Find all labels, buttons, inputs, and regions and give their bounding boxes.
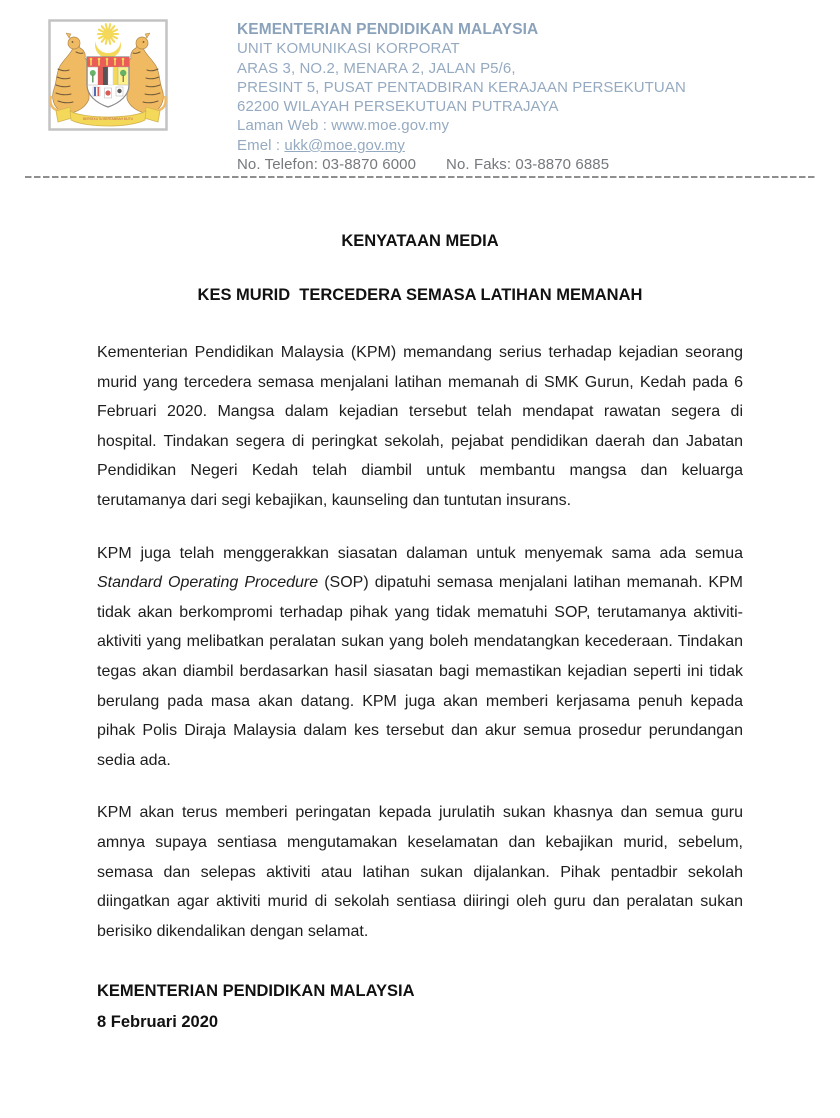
signoff-block: [97, 976, 743, 1038]
paragraph-2-text-a: KPM juga telah menggerakkan siasatan dalaman untuk menyemak sama ada semua: [97, 544, 743, 562]
document-body: [97, 229, 743, 1038]
paragraph-2: [97, 539, 743, 776]
document-subtitle: KES MURID TERCEDERA SEMASA LATIHAN MEMANAH: [197, 286, 643, 304]
email-link[interactable]: ukk@moe.gov.my: [284, 136, 405, 154]
email-line: [237, 136, 686, 155]
ministry-name: KEMENTERIAN PENDIDIKAN MALAYSIA: [237, 21, 539, 38]
document-title: KENYATAAN MEDIA: [341, 232, 499, 250]
phone-fax-line: [237, 155, 686, 174]
paragraph-1: [97, 338, 743, 516]
website-line: Laman Web : www.moe.gov.my: [237, 117, 450, 135]
paragraph-1-text: Kementerian Pendidikan Malaysia (KPM) memandang serius terhadap kejadian seorang murid yang tercedera semasa menjalani latihan memanah di SMK Gurun, Kedah pada 6 Februari 2020. Mangsa dalam kejadian tersebut telah mendapat rawatan segera di hospital. Tindakan segera di peringkat sekolah, pejabat pendidikan daerah dan Jabatan Pendidikan Negeri Kedah telah diambil untuk membantu mangsa dan keluarga terutamanya dari segi kebajikan, kaunseling dan tuntutan insurans.: [97, 344, 743, 509]
fax-number: No. Faks: 03-8870 6885: [446, 156, 610, 174]
paragraph-3-text: KPM akan terus memberi peringatan kepada jurulatih sukan khasnya dan semua guru amnya supaya sentiasa mengutamakan keselamatan dan kebajikan murid, sebelum, semasa dan selepas aktiviti atau latihan sukan dijalankan. Pihak pentadbir sekolah diingatkan agar aktiviti murid di sekolah sentiasa diiringi oleh guru dan peralatan sukan berisiko dikendalikan dengan selamat.: [97, 804, 743, 940]
dashed-divider: [25, 176, 815, 178]
signoff-date: 8 Februari 2020: [97, 1013, 219, 1032]
italic-phrase-sop: Standard Operating Procedure: [97, 574, 319, 592]
malaysia-coat-of-arms-logo: [48, 19, 168, 131]
signoff-organization: KEMENTERIAN PENDIDIKAN MALAYSIA: [97, 982, 415, 1001]
email-label: Emel :: [237, 136, 285, 154]
letterhead-text-block: [237, 19, 686, 174]
paragraph-2-text-b: (SOP) dipatuhi semasa menjalani latihan memanah. KPM tidak akan berkompromi terhadap pihak yang tidak mematuhi SOP, terutamanya aktiviti-aktiviti yang melibatkan peralatan sukan yang boleh mendatangkan kecederaan. Tindakan tegas akan diambil berdasarkan hasil siasatan bagi memastikan kejadian seperti ini tidak berulang pada masa akan datang. KPM juga akan memberi kerjasama penuh kepada pihak Polis Diraja Malaysia dalam kes tersebut dan akur semua prosedur perundangan sedia ada.: [97, 574, 744, 769]
address-line-3: 62200 WILAYAH PERSEKUTUAN PUTRAJAYA: [237, 98, 559, 116]
unit-line: UNIT KOMUNIKASI KORPORAT: [237, 40, 460, 58]
letterhead: [48, 19, 686, 174]
address-line-1: ARAS 3, NO.2, MENARA 2, JALAN P5/6,: [237, 59, 516, 77]
paragraph-3: [97, 798, 743, 946]
logo-motto: BERSEKUTU BERTAMBAH MUTU: [82, 117, 134, 121]
phone-number: No. Telefon: 03-8870 6000: [237, 156, 417, 174]
address-line-2: PRESINT 5, PUSAT PENTADBIRAN KERAJAAN PERSEKUTUAN: [237, 78, 686, 96]
